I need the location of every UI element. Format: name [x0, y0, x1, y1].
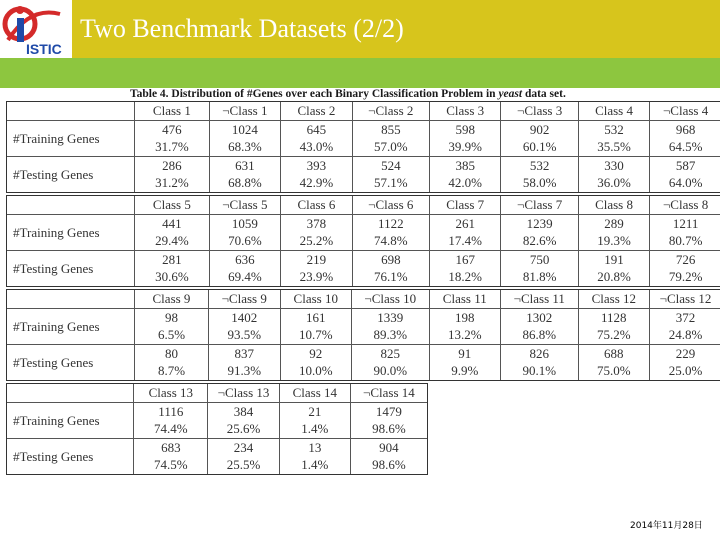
- testing-count-row: [7, 344, 720, 362]
- table-cell: 598: [430, 120, 501, 138]
- table-cell: 25.0%: [650, 362, 720, 380]
- testing-count-row: [7, 250, 720, 268]
- table-cell: Class 3: [430, 102, 501, 120]
- table-cell: ¬Class 9: [208, 290, 280, 308]
- table-cell: 92: [280, 344, 351, 362]
- table-cell: 726: [650, 250, 720, 268]
- table-cell: 57.0%: [352, 138, 429, 156]
- table-cell: 688: [578, 344, 649, 362]
- table-cell: 532: [578, 120, 649, 138]
- table-cell: 68.3%: [209, 138, 281, 156]
- table-cell: 13.2%: [429, 326, 500, 344]
- row-label: #Testing Genes: [7, 156, 135, 192]
- row-label: #Training Genes: [13, 130, 100, 146]
- training-count-row: [7, 214, 720, 232]
- table-cell: 89.3%: [351, 326, 429, 344]
- table-cell: Class 12: [578, 290, 649, 308]
- table-cell: Class 13: [134, 384, 208, 402]
- table-cell: 441: [135, 214, 209, 232]
- table-cell: 532: [501, 156, 578, 174]
- table-cell: ¬Class 11: [501, 290, 579, 308]
- table-cell: 69.4%: [209, 268, 281, 286]
- table-cell: 98: [135, 308, 209, 326]
- table-cell: Class 14: [279, 384, 350, 402]
- table-cell: 75.0%: [578, 362, 649, 380]
- table-cell: 64.0%: [650, 174, 720, 192]
- table-cell: 57.1%: [352, 174, 429, 192]
- row-label: [7, 196, 135, 214]
- table-cell: 1.4%: [279, 420, 350, 438]
- slide-title: Two Benchmark Datasets (2/2): [80, 14, 404, 43]
- table-cell: 80: [135, 344, 209, 362]
- table-cell: 60.1%: [501, 138, 578, 156]
- row-label: #Testing Genes: [7, 344, 135, 380]
- caption-suffix: data set.: [522, 88, 566, 100]
- table-cell: 191: [578, 250, 649, 268]
- table-cell: 43.0%: [281, 138, 352, 156]
- table-cell: 31.7%: [135, 138, 209, 156]
- table-cell: 64.5%: [650, 138, 720, 156]
- table-cell: 393: [281, 156, 352, 174]
- table-cell: ¬Class 7: [501, 196, 578, 214]
- table-cell: 42.9%: [281, 174, 352, 192]
- table-cell: 6.5%: [135, 326, 209, 344]
- table-cell: 698: [352, 250, 429, 268]
- caption-prefix: Table 4. Distribution of #Genes over each Binary Classification Problem in: [130, 88, 499, 100]
- table-cell: 39.9%: [430, 138, 501, 156]
- table-grid: [7, 102, 720, 192]
- table-block-3: [6, 289, 720, 381]
- table-cell: 1.4%: [279, 456, 350, 474]
- table-cell: 25.2%: [281, 232, 352, 250]
- table-cell: ¬Class 5: [209, 196, 281, 214]
- table-cell: 74.5%: [134, 456, 208, 474]
- table-cell: 36.0%: [578, 174, 649, 192]
- table-cell: ¬Class 6: [352, 196, 429, 214]
- caption-emphasis: yeast: [498, 88, 523, 100]
- table-cell: 9.9%: [429, 362, 500, 380]
- table-cell: 385: [430, 156, 501, 174]
- table-cell: Class 9: [135, 290, 209, 308]
- table-cell: 902: [501, 120, 578, 138]
- table-cell: 1402: [208, 308, 280, 326]
- table-cell: 90.0%: [351, 362, 429, 380]
- table-cell: 98.6%: [350, 456, 427, 474]
- table-cell: 198: [429, 308, 500, 326]
- table-cell: 750: [501, 250, 578, 268]
- table-cell: 1479: [350, 402, 427, 420]
- table-cell: 23.9%: [281, 268, 352, 286]
- table-block-2: [6, 195, 720, 287]
- table-cell: 645: [281, 120, 352, 138]
- table-cell: 30.6%: [135, 268, 209, 286]
- row-label: #Testing Genes: [7, 250, 135, 286]
- table-cell: Class 2: [281, 102, 352, 120]
- training-count-row: [7, 120, 720, 138]
- table-cell: ¬Class 1: [209, 102, 281, 120]
- table-cell: Class 10: [280, 290, 351, 308]
- table-cell: 74.8%: [352, 232, 429, 250]
- table-cell: 93.5%: [208, 326, 280, 344]
- svg-text:ISTIC: ISTIC: [26, 41, 62, 57]
- table-cell: 1211: [650, 214, 720, 232]
- table-cell: 98.6%: [350, 420, 427, 438]
- table-cell: 20.8%: [578, 268, 649, 286]
- table-cell: 18.2%: [430, 268, 501, 286]
- table-cell: 8.7%: [135, 362, 209, 380]
- slide-header: [0, 0, 720, 58]
- table-cell: 31.2%: [135, 174, 209, 192]
- table-cell: 24.8%: [650, 326, 720, 344]
- istic-logo: [0, 0, 72, 58]
- row-label: #Testing Genes: [7, 438, 134, 474]
- table-cell: 524: [352, 156, 429, 174]
- row-label: [7, 290, 135, 308]
- row-label: [7, 384, 134, 402]
- table-cell: 234: [208, 438, 280, 456]
- table-cell: Class 4: [578, 102, 649, 120]
- table-cell: 683: [134, 438, 208, 456]
- row-label: #Training Genes: [13, 318, 100, 334]
- header-row: [7, 384, 427, 402]
- table-cell: 17.4%: [430, 232, 501, 250]
- table-cell: 29.4%: [135, 232, 209, 250]
- table-cell: 837: [208, 344, 280, 362]
- table-cell: 855: [352, 120, 429, 138]
- table-cell: 35.5%: [578, 138, 649, 156]
- table-cell: 58.0%: [501, 174, 578, 192]
- header-row: [7, 196, 720, 214]
- table-cell: Class 6: [281, 196, 352, 214]
- table-cell: 378: [281, 214, 352, 232]
- table-cell: 80.7%: [650, 232, 720, 250]
- table-cell: 968: [650, 120, 720, 138]
- table-cell: 13: [279, 438, 350, 456]
- table-cell: 384: [208, 402, 280, 420]
- table-cell: 21: [279, 402, 350, 420]
- table-cell: 91: [429, 344, 500, 362]
- row-label: [7, 102, 135, 120]
- table-cell: 90.1%: [501, 362, 579, 380]
- training-count-row: [7, 308, 720, 326]
- table-cell: 372: [650, 308, 720, 326]
- table-cell: 330: [578, 156, 649, 174]
- table-cell: 826: [501, 344, 579, 362]
- table-cell: 79.2%: [650, 268, 720, 286]
- table-cell: 636: [209, 250, 281, 268]
- table-cell: Class 1: [135, 102, 209, 120]
- table-cell: 42.0%: [430, 174, 501, 192]
- table-cell: 286: [135, 156, 209, 174]
- table-block-1: [6, 101, 720, 193]
- table-cell: 261: [430, 214, 501, 232]
- table-cell: 229: [650, 344, 720, 362]
- table-cell: 587: [650, 156, 720, 174]
- table-block-4: [6, 383, 428, 475]
- table-cell: 1024: [209, 120, 281, 138]
- table-cell: Class 8: [578, 196, 649, 214]
- istic-logo-icon: [0, 0, 72, 58]
- training-count-row: [7, 402, 427, 420]
- table-cell: 167: [430, 250, 501, 268]
- table-cell: ¬Class 13: [208, 384, 280, 402]
- table-cell: ¬Class 4: [650, 102, 720, 120]
- table-cell: Class 7: [430, 196, 501, 214]
- table-cell: 161: [280, 308, 351, 326]
- table-cell: 75.2%: [578, 326, 649, 344]
- table-cell: 1128: [578, 308, 649, 326]
- header-row: [7, 102, 720, 120]
- testing-count-row: [7, 438, 427, 456]
- table-cell: 74.4%: [134, 420, 208, 438]
- table-cell: 10.7%: [280, 326, 351, 344]
- table-caption: [130, 88, 566, 100]
- table-cell: 25.6%: [208, 420, 280, 438]
- table-cell: ¬Class 14: [350, 384, 427, 402]
- table-cell: ¬Class 12: [650, 290, 720, 308]
- table-cell: 1339: [351, 308, 429, 326]
- table-cell: 25.5%: [208, 456, 280, 474]
- table-cell: 86.8%: [501, 326, 579, 344]
- table-cell: ¬Class 3: [501, 102, 578, 120]
- table-cell: 219: [281, 250, 352, 268]
- table-grid: [7, 196, 720, 286]
- green-band: [0, 58, 720, 88]
- table-cell: Class 5: [135, 196, 209, 214]
- table-grid: [7, 384, 427, 474]
- table-cell: 1116: [134, 402, 208, 420]
- table-cell: 19.3%: [578, 232, 649, 250]
- table-cell: 476: [135, 120, 209, 138]
- table-cell: ¬Class 10: [351, 290, 429, 308]
- table-cell: 825: [351, 344, 429, 362]
- table-cell: 289: [578, 214, 649, 232]
- table-cell: ¬Class 2: [352, 102, 429, 120]
- table-cell: 70.6%: [209, 232, 281, 250]
- table-cell: 1302: [501, 308, 579, 326]
- header-row: [7, 290, 720, 308]
- table-cell: 10.0%: [280, 362, 351, 380]
- row-label: #Training Genes: [13, 412, 100, 428]
- table-grid: [7, 290, 720, 380]
- testing-count-row: [7, 156, 720, 174]
- table-cell: 631: [209, 156, 281, 174]
- table-cell: 91.3%: [208, 362, 280, 380]
- table-cell: 81.8%: [501, 268, 578, 286]
- table-cell: 1122: [352, 214, 429, 232]
- table-cell: 904: [350, 438, 427, 456]
- row-label: #Training Genes: [13, 224, 100, 240]
- table-cell: 281: [135, 250, 209, 268]
- table-cell: ¬Class 8: [650, 196, 720, 214]
- table-cell: 1239: [501, 214, 578, 232]
- table-cell: 1059: [209, 214, 281, 232]
- table-cell: 76.1%: [352, 268, 429, 286]
- slide-date: 2014年11月28日: [630, 521, 703, 531]
- table-cell: 68.8%: [209, 174, 281, 192]
- table-cell: 82.6%: [501, 232, 578, 250]
- table-cell: Class 11: [429, 290, 500, 308]
